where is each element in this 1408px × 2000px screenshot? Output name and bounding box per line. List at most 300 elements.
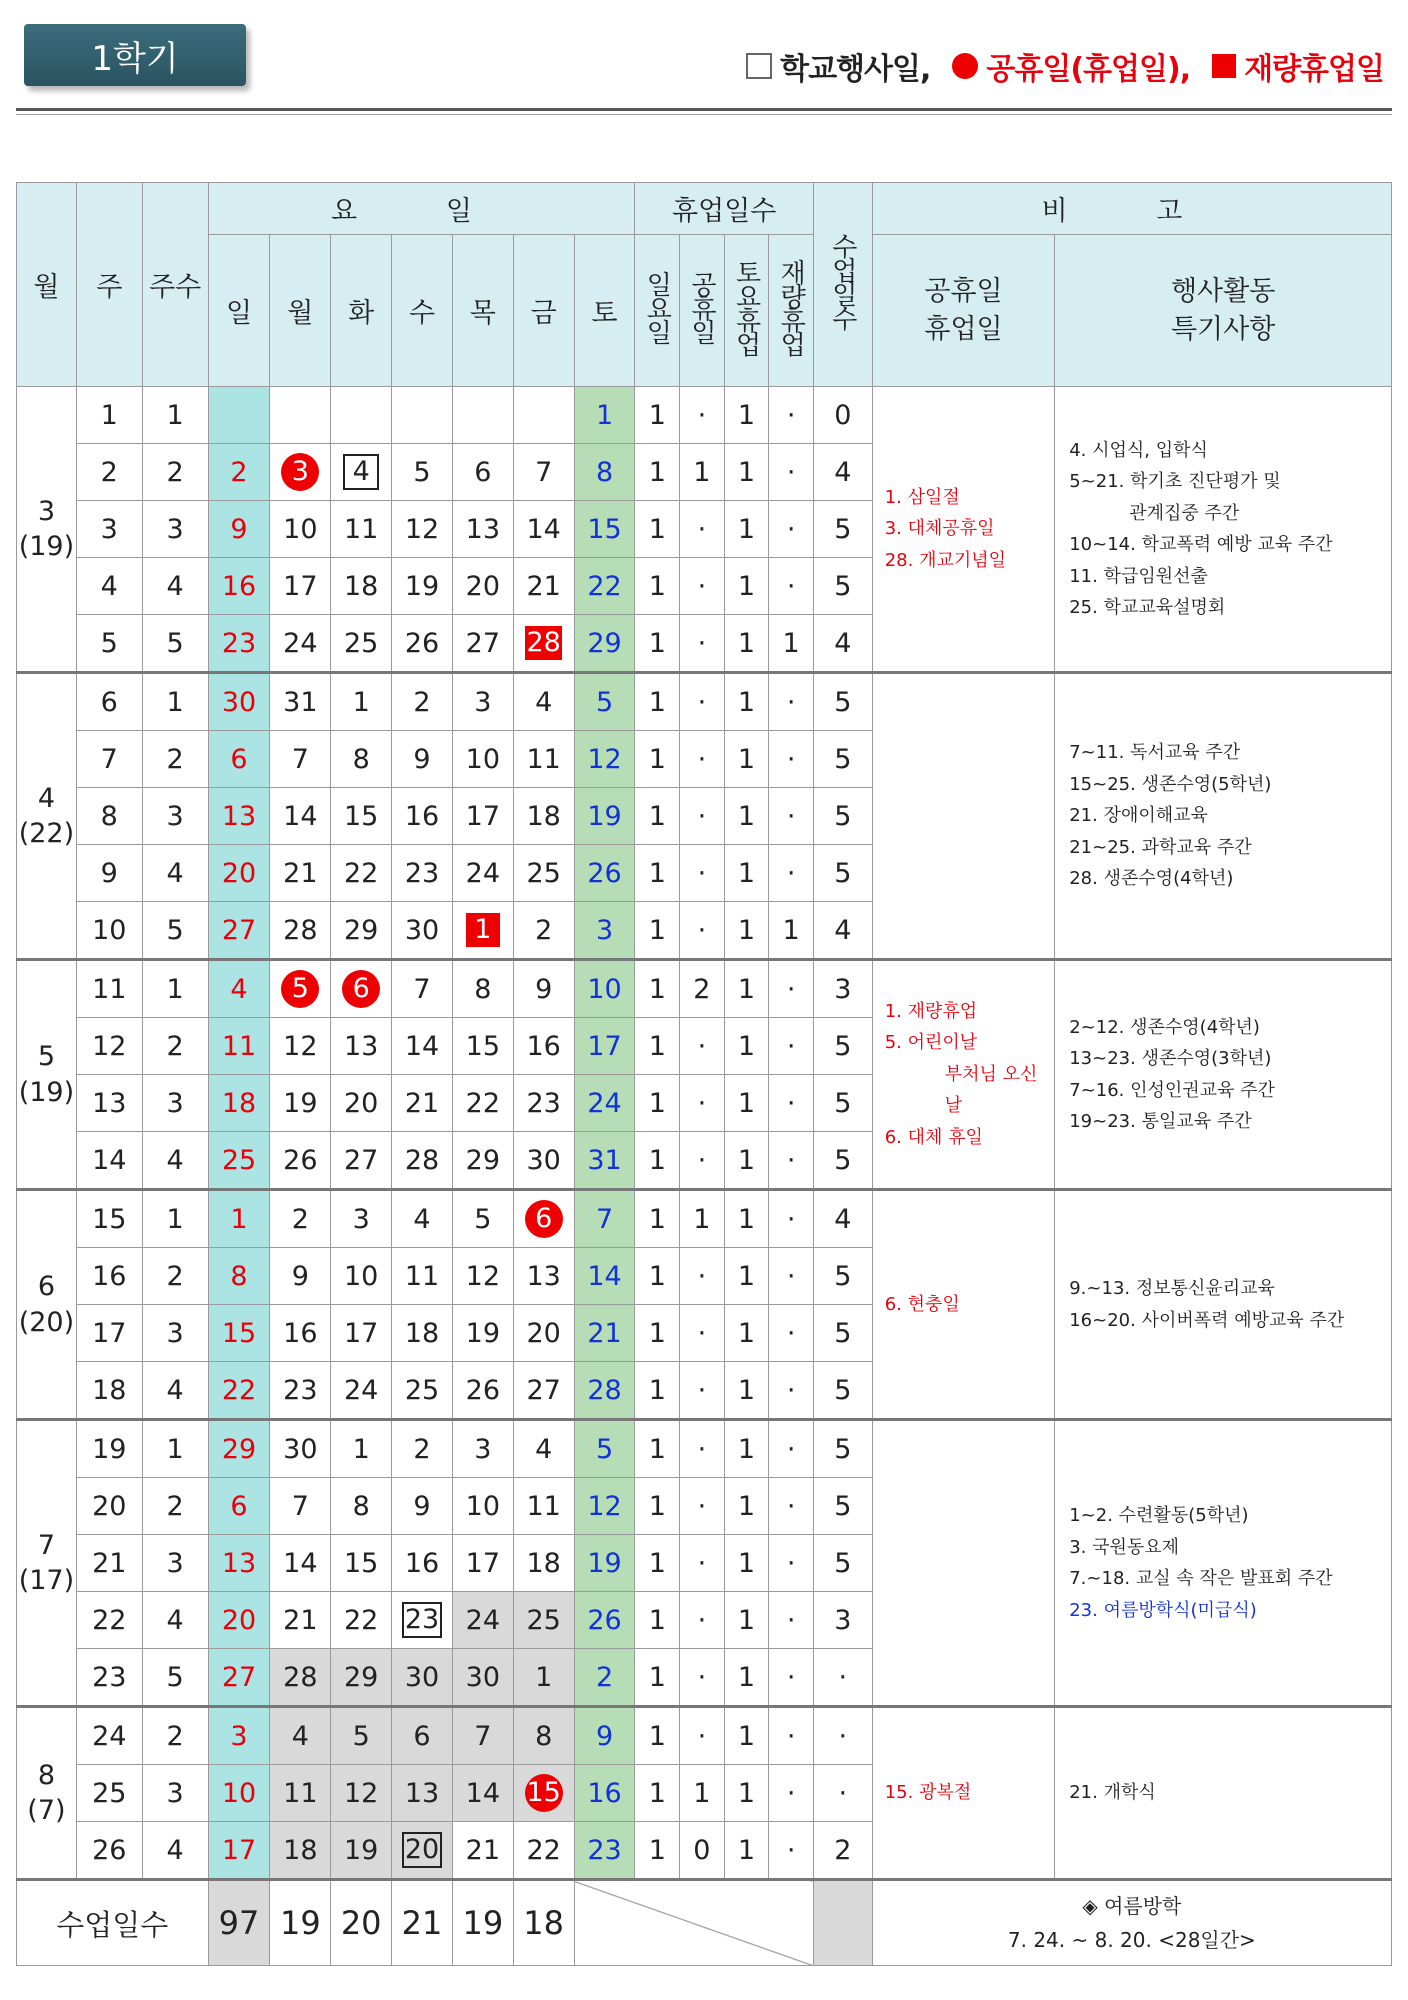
- class-day-count: 5: [813, 1535, 872, 1592]
- day-cell[interactable]: [574, 1190, 635, 1248]
- day-cell[interactable]: [208, 902, 270, 960]
- day-cell[interactable]: [208, 1132, 270, 1190]
- day-cell[interactable]: [574, 673, 635, 731]
- day-cell[interactable]: [574, 501, 635, 558]
- day-cell[interactable]: [270, 501, 331, 558]
- day-cell[interactable]: [270, 387, 331, 444]
- day-cell[interactable]: [270, 558, 331, 615]
- date: 15: [465, 1030, 501, 1062]
- day-cell[interactable]: [452, 1190, 513, 1248]
- date: 10: [587, 973, 622, 1005]
- day-cell[interactable]: [331, 788, 392, 845]
- day-cell[interactable]: [574, 444, 635, 501]
- day-cell[interactable]: [331, 1649, 392, 1707]
- day-cell[interactable]: [513, 444, 574, 501]
- day-cell[interactable]: [208, 1362, 270, 1420]
- day-cell[interactable]: [574, 1649, 635, 1707]
- day-cell[interactable]: [208, 845, 270, 902]
- day-cell[interactable]: [452, 1478, 513, 1535]
- day-cell[interactable]: [331, 615, 392, 673]
- day-cell[interactable]: [270, 902, 331, 960]
- event-note: 23. 여름방학식(미급식): [1069, 1599, 1257, 1621]
- class-day-count: 5: [813, 731, 872, 788]
- day-cell[interactable]: [513, 902, 574, 960]
- day-cell[interactable]: [513, 1765, 574, 1822]
- day-cell[interactable]: [452, 387, 513, 444]
- day-cell[interactable]: [392, 1535, 453, 1592]
- day-cell[interactable]: [574, 1362, 635, 1420]
- day-cell[interactable]: [574, 558, 635, 615]
- day-cell[interactable]: [452, 1592, 513, 1649]
- day-cell[interactable]: [331, 387, 392, 444]
- date: 24: [283, 627, 318, 659]
- date: 19: [404, 570, 440, 602]
- day-cell[interactable]: [208, 673, 270, 731]
- day-cell[interactable]: [513, 1478, 574, 1535]
- date: 13: [221, 800, 257, 832]
- date: 9: [535, 973, 553, 1005]
- day-cell[interactable]: [208, 1248, 270, 1305]
- day-cell[interactable]: [208, 960, 270, 1018]
- off-count: 1: [724, 845, 769, 902]
- day-cell[interactable]: [392, 731, 453, 788]
- day-cell[interactable]: [452, 501, 513, 558]
- day-cell[interactable]: [513, 1535, 574, 1592]
- day-cell[interactable]: [392, 1248, 453, 1305]
- day-cell[interactable]: [392, 788, 453, 845]
- day-cell[interactable]: [513, 845, 574, 902]
- day-cell[interactable]: [392, 1305, 453, 1362]
- day-cell[interactable]: [452, 1248, 513, 1305]
- date: 16: [587, 1777, 622, 1809]
- event-note: 9.~13. 정보통신윤리교육: [1069, 1278, 1275, 1299]
- day-cell[interactable]: [392, 501, 453, 558]
- day-cell[interactable]: [392, 1362, 453, 1420]
- day-cell[interactable]: [208, 1190, 270, 1248]
- day-cell[interactable]: [574, 845, 635, 902]
- date: 20: [344, 1087, 379, 1119]
- day-cell[interactable]: [513, 558, 574, 615]
- day-cell[interactable]: [270, 1190, 331, 1248]
- day-cell[interactable]: [513, 1822, 574, 1880]
- off-count: ·: [680, 501, 725, 558]
- day-cell[interactable]: [574, 788, 635, 845]
- day-cell[interactable]: [208, 387, 270, 444]
- date: 1: [230, 1203, 248, 1235]
- date: 13: [344, 1030, 379, 1062]
- day-cell[interactable]: [392, 558, 453, 615]
- day-cell[interactable]: [208, 731, 270, 788]
- day-cell[interactable]: [513, 387, 574, 444]
- off-count: ·: [680, 615, 725, 673]
- day-cell[interactable]: [574, 1132, 635, 1190]
- class-day-count: 0: [813, 387, 872, 444]
- day-cell[interactable]: [452, 1535, 513, 1592]
- day-cell[interactable]: [574, 1420, 635, 1478]
- day-cell[interactable]: [513, 788, 574, 845]
- holiday-notes: [872, 960, 1055, 1190]
- day-cell[interactable]: [331, 1190, 392, 1248]
- day-cell[interactable]: [208, 1707, 270, 1765]
- header-week-no: 주수: [142, 183, 208, 387]
- day-cell[interactable]: [270, 1305, 331, 1362]
- day-cell[interactable]: [270, 1649, 331, 1707]
- off-count: 1: [769, 902, 814, 960]
- date: 2: [413, 1433, 431, 1465]
- day-cell[interactable]: [208, 1420, 270, 1478]
- day-cell[interactable]: [270, 1075, 331, 1132]
- day-cell[interactable]: [452, 1305, 513, 1362]
- date: 16: [404, 1547, 440, 1579]
- day-cell[interactable]: [574, 1075, 635, 1132]
- day-cell[interactable]: [513, 1362, 574, 1420]
- day-cell[interactable]: [331, 1132, 392, 1190]
- day-cell[interactable]: [208, 1075, 270, 1132]
- day-cell[interactable]: [452, 1707, 513, 1765]
- day-cell[interactable]: [270, 1822, 331, 1880]
- day-cell[interactable]: [574, 1535, 635, 1592]
- holiday-notes: [872, 1420, 1055, 1707]
- date: 21: [283, 1604, 318, 1636]
- week-of-month: 4: [142, 1592, 208, 1649]
- day-cell[interactable]: [208, 788, 270, 845]
- day-cell[interactable]: [574, 1822, 635, 1880]
- date: 17: [344, 1317, 379, 1349]
- date: 1: [595, 399, 614, 431]
- day-cell[interactable]: [331, 731, 392, 788]
- day-cell[interactable]: [392, 1822, 453, 1880]
- day-cell[interactable]: [513, 615, 574, 673]
- event-note: 21. 개학식: [1069, 1782, 1156, 1804]
- day-cell[interactable]: [331, 1420, 392, 1478]
- day-cell[interactable]: [208, 1592, 270, 1649]
- day-cell[interactable]: [208, 1535, 270, 1592]
- date: 28: [587, 1374, 622, 1406]
- day-cell[interactable]: [208, 1822, 270, 1880]
- event-note: 25. 학교교육설명회: [1069, 597, 1226, 618]
- week-number: 25: [76, 1765, 142, 1822]
- day-cell[interactable]: [208, 1478, 270, 1535]
- off-count: 1: [724, 444, 769, 501]
- event-box-icon: [746, 53, 772, 79]
- day-cell[interactable]: [513, 673, 574, 731]
- day-cell[interactable]: [392, 1075, 453, 1132]
- total-value: 97: [208, 1880, 270, 1966]
- week-of-month: 2: [142, 1478, 208, 1535]
- week-of-month: 4: [142, 558, 208, 615]
- week-of-month: 1: [142, 960, 208, 1018]
- day-cell[interactable]: [392, 1707, 453, 1765]
- week-number: 5: [76, 615, 142, 673]
- date: 1: [535, 1661, 553, 1693]
- day-cell[interactable]: [452, 960, 513, 1018]
- day-cell[interactable]: [452, 558, 513, 615]
- week-of-month: 5: [142, 902, 208, 960]
- day-cell[interactable]: [208, 1765, 270, 1822]
- header-day: 수: [392, 235, 453, 387]
- header-off-type: 재량휴업: [769, 235, 814, 387]
- date: 3: [595, 914, 614, 946]
- day-cell[interactable]: [574, 1478, 635, 1535]
- day-cell[interactable]: [270, 1018, 331, 1075]
- day-cell[interactable]: [331, 1765, 392, 1822]
- week-row: [17, 960, 1392, 1018]
- day-cell[interactable]: [331, 1478, 392, 1535]
- date: 15: [344, 800, 379, 832]
- day-cell[interactable]: [331, 1305, 392, 1362]
- week-of-month: 2: [142, 1248, 208, 1305]
- day-cell[interactable]: [452, 1649, 513, 1707]
- date: 15: [587, 513, 622, 545]
- day-cell[interactable]: [208, 1649, 270, 1707]
- off-count: ·: [769, 444, 814, 501]
- date: 9: [595, 1720, 614, 1752]
- off-count: ·: [680, 731, 725, 788]
- off-count: 1: [635, 1649, 680, 1707]
- day-cell[interactable]: [208, 444, 270, 501]
- day-cell[interactable]: [513, 1305, 574, 1362]
- holiday-note: 1. 재량휴업: [884, 1000, 978, 1022]
- day-cell[interactable]: [452, 731, 513, 788]
- day-cell[interactable]: [392, 1765, 453, 1822]
- day-cell[interactable]: [331, 1592, 392, 1649]
- day-cell[interactable]: [270, 444, 331, 501]
- holiday-note: 28. 개교기념일: [884, 549, 1007, 571]
- date: 16: [283, 1317, 318, 1349]
- day-cell[interactable]: [331, 1248, 392, 1305]
- day-cell[interactable]: [513, 1018, 574, 1075]
- day-cell[interactable]: [208, 1018, 270, 1075]
- day-cell[interactable]: [331, 1535, 392, 1592]
- day-cell[interactable]: [331, 444, 392, 501]
- off-count: 1: [724, 1248, 769, 1305]
- week-row: [17, 1420, 1392, 1478]
- day-cell[interactable]: [331, 501, 392, 558]
- day-cell[interactable]: [331, 1075, 392, 1132]
- off-count: ·: [680, 1592, 725, 1649]
- date: 17: [465, 1547, 501, 1579]
- day-cell[interactable]: [208, 1305, 270, 1362]
- date: 3: [230, 1720, 248, 1752]
- day-cell[interactable]: [513, 1132, 574, 1190]
- day-cell[interactable]: [270, 731, 331, 788]
- day-cell[interactable]: [513, 1707, 574, 1765]
- day-cell[interactable]: [208, 501, 270, 558]
- day-cell[interactable]: [452, 1765, 513, 1822]
- header-holidays: 공휴일 휴업일: [872, 235, 1055, 387]
- day-cell[interactable]: [331, 1707, 392, 1765]
- off-count: 1: [724, 1765, 769, 1822]
- class-day-count: 5: [813, 501, 872, 558]
- date: 6: [474, 456, 492, 488]
- day-cell[interactable]: [574, 1765, 635, 1822]
- week-row: [17, 1707, 1392, 1765]
- day-cell[interactable]: [270, 788, 331, 845]
- day-cell[interactable]: [208, 615, 270, 673]
- day-cell[interactable]: [452, 615, 513, 673]
- day-cell[interactable]: [513, 1420, 574, 1478]
- day-cell[interactable]: [574, 387, 635, 444]
- day-cell[interactable]: [270, 1478, 331, 1535]
- day-cell[interactable]: [392, 1018, 453, 1075]
- day-cell[interactable]: [452, 1075, 513, 1132]
- off-count: 1: [635, 1190, 680, 1248]
- day-cell[interactable]: [574, 1018, 635, 1075]
- day-cell[interactable]: [452, 902, 513, 960]
- day-cell[interactable]: [574, 615, 635, 673]
- day-cell[interactable]: [513, 1190, 574, 1248]
- date: 14: [283, 1547, 318, 1579]
- day-cell[interactable]: [392, 1478, 453, 1535]
- week-of-month: 2: [142, 731, 208, 788]
- legend: [746, 44, 1384, 88]
- week-number: 8: [76, 788, 142, 845]
- day-cell[interactable]: [452, 1420, 513, 1478]
- day-cell[interactable]: [574, 1248, 635, 1305]
- date: 25: [526, 857, 561, 889]
- class-day-count: 3: [813, 1592, 872, 1649]
- day-cell[interactable]: [392, 387, 453, 444]
- total-value: 18: [513, 1880, 574, 1966]
- header-remarks: 비 고: [872, 183, 1391, 235]
- date: 8: [595, 456, 614, 488]
- day-cell[interactable]: [270, 1362, 331, 1420]
- week-number: 6: [76, 673, 142, 731]
- day-cell[interactable]: [452, 1018, 513, 1075]
- day-cell[interactable]: [574, 1592, 635, 1649]
- class-day-count: 5: [813, 1478, 872, 1535]
- day-cell[interactable]: [270, 960, 331, 1018]
- date: 14: [587, 1260, 622, 1292]
- day-cell[interactable]: [392, 1132, 453, 1190]
- day-cell[interactable]: [574, 960, 635, 1018]
- day-cell[interactable]: [392, 1592, 453, 1649]
- day-cell[interactable]: [392, 960, 453, 1018]
- off-count: 1: [724, 673, 769, 731]
- off-count: 1: [635, 1478, 680, 1535]
- off-count: 1: [635, 960, 680, 1018]
- day-cell[interactable]: [270, 1420, 331, 1478]
- class-day-count: 5: [813, 673, 872, 731]
- day-cell[interactable]: [270, 1765, 331, 1822]
- day-cell[interactable]: [513, 501, 574, 558]
- day-cell[interactable]: [574, 731, 635, 788]
- day-cell[interactable]: [331, 673, 392, 731]
- date: 3: [474, 686, 492, 718]
- day-cell[interactable]: [513, 1649, 574, 1707]
- day-cell[interactable]: [331, 1362, 392, 1420]
- week-number: 17: [76, 1305, 142, 1362]
- day-cell[interactable]: [270, 1248, 331, 1305]
- class-day-count: 5: [813, 1362, 872, 1420]
- off-count: ·: [769, 788, 814, 845]
- day-cell[interactable]: [270, 615, 331, 673]
- date: 17: [587, 1030, 622, 1062]
- header-divider-thin: [16, 114, 1392, 115]
- totals-class-days: [813, 1880, 872, 1966]
- day-cell[interactable]: [574, 902, 635, 960]
- summer-title: ◈ 여름방학: [1082, 1894, 1182, 1918]
- event-notes: [1055, 673, 1392, 960]
- date: 21: [404, 1087, 440, 1119]
- day-cell[interactable]: [392, 673, 453, 731]
- date: 23: [221, 627, 257, 659]
- day-cell[interactable]: [331, 1822, 392, 1880]
- off-count: 1: [724, 1707, 769, 1765]
- day-cell[interactable]: [392, 1190, 453, 1248]
- day-cell[interactable]: [452, 1132, 513, 1190]
- date: 26: [587, 857, 622, 889]
- day-cell[interactable]: [513, 1592, 574, 1649]
- day-cell[interactable]: [331, 1018, 392, 1075]
- date: 24: [465, 857, 501, 889]
- off-count: 1: [680, 1765, 725, 1822]
- event-note: 7~11. 독서교육 주간: [1069, 742, 1241, 764]
- day-cell[interactable]: [331, 558, 392, 615]
- date: 20: [526, 1317, 561, 1349]
- day-cell[interactable]: [452, 673, 513, 731]
- day-cell[interactable]: [208, 558, 270, 615]
- event-note: 28. 생존수영(4학년): [1069, 868, 1234, 890]
- class-day-count: 4: [813, 444, 872, 501]
- day-cell[interactable]: [270, 673, 331, 731]
- day-cell[interactable]: [331, 902, 392, 960]
- day-cell[interactable]: [331, 960, 392, 1018]
- holiday-date: 6: [342, 970, 380, 1008]
- day-cell[interactable]: [452, 1362, 513, 1420]
- day-cell[interactable]: [392, 902, 453, 960]
- date: 31: [283, 686, 318, 718]
- day-cell[interactable]: [270, 845, 331, 902]
- holiday-notes: [872, 673, 1055, 960]
- event-notes: [1055, 1420, 1392, 1707]
- day-cell[interactable]: [452, 444, 513, 501]
- day-cell[interactable]: [392, 1420, 453, 1478]
- off-count: ·: [680, 1478, 725, 1535]
- day-cell[interactable]: [574, 1305, 635, 1362]
- day-cell[interactable]: [392, 1649, 453, 1707]
- month-count: (20): [18, 1306, 75, 1338]
- day-cell[interactable]: [270, 1535, 331, 1592]
- date: 21: [283, 857, 318, 889]
- day-cell[interactable]: [513, 731, 574, 788]
- day-cell[interactable]: [574, 1707, 635, 1765]
- day-cell[interactable]: [331, 845, 392, 902]
- day-cell[interactable]: [392, 444, 453, 501]
- day-cell[interactable]: [392, 845, 453, 902]
- date: 18: [283, 1834, 318, 1866]
- date: 19: [465, 1317, 501, 1349]
- date: 10: [283, 513, 318, 545]
- off-count: 1: [769, 615, 814, 673]
- date: 25: [221, 1144, 257, 1176]
- day-cell[interactable]: [392, 615, 453, 673]
- day-cell[interactable]: [270, 1132, 331, 1190]
- day-cell[interactable]: [452, 845, 513, 902]
- day-cell[interactable]: [452, 788, 513, 845]
- day-cell[interactable]: [270, 1592, 331, 1649]
- off-count: ·: [769, 1018, 814, 1075]
- event-date: 4: [343, 454, 379, 490]
- day-cell[interactable]: [452, 1822, 513, 1880]
- day-cell[interactable]: [513, 1075, 574, 1132]
- month-count: (7): [27, 1795, 66, 1826]
- day-cell[interactable]: [513, 960, 574, 1018]
- day-cell[interactable]: [513, 1248, 574, 1305]
- date: 8: [352, 1490, 370, 1522]
- semester-tab[interactable]: 1학기: [24, 24, 246, 86]
- day-cell[interactable]: [270, 1707, 331, 1765]
